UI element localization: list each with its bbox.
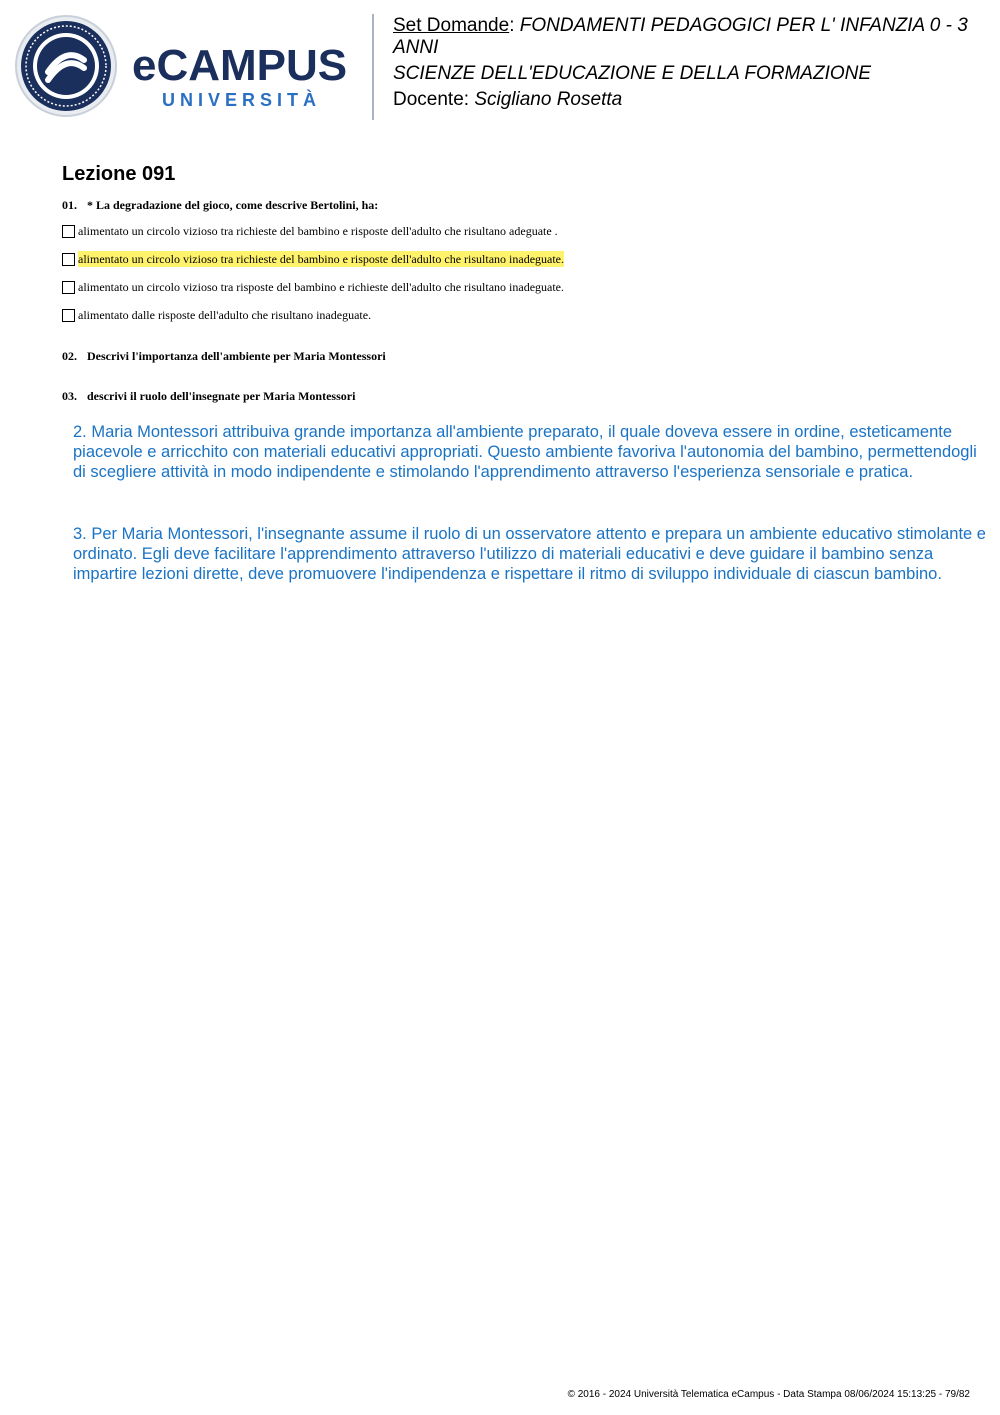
option-1[interactable]	[62, 223, 558, 239]
svg-text:UNIVERSITÀ: UNIVERSITÀ	[162, 90, 322, 110]
footer: © 2016 - 2024 Università Telematica eCampus - Data Stampa 08/06/2024 15:13:25 - 79/82	[567, 1389, 970, 1400]
option-3[interactable]	[62, 279, 564, 295]
docente-name: Scigliano Rosetta	[474, 89, 623, 110]
header-divider	[372, 14, 374, 120]
set-label: Set Domande	[393, 15, 510, 36]
option-checkbox[interactable]	[62, 309, 75, 322]
option-text: alimentato dalle risposte dell'adulto che risultano inadeguate.	[78, 308, 372, 322]
question-number: 03.	[62, 389, 77, 403]
question-number: 02.	[62, 349, 77, 363]
lesson-title: Lezione 091	[62, 163, 176, 185]
set-title-row: Set Domande: FONDAMENTI PEDAGOGICI PER L' INFANZIA 0 - 3 ANNI	[393, 15, 968, 58]
question-01	[62, 198, 378, 213]
svg-text:eCAMPUS: eCAMPUS	[132, 41, 348, 90]
option-checkbox[interactable]	[62, 253, 75, 266]
option-text: alimentato un circolo vizioso tra risposte del bambino e richieste dell'adulto che risultano inadeguate.	[78, 280, 565, 294]
question-03	[62, 389, 355, 404]
question-text: * La degradazione del gioco, come descrive Bertolini, ha:	[87, 198, 379, 212]
option-checkbox[interactable]	[62, 225, 75, 238]
answer-3: 3. Per Maria Montessori, l'insegnante assume il ruolo di un osservatore attento e prepara un ambiente educativo stimolante e ordinato. Egli deve facilitare l'apprendimento attraverso l'utilizzo di materiali educativi e deve guidare il bambino senza impartire lezioni dirette, deve promuovere l'indipendenza e rispettare il ritmo di sviluppo individuale di ciascun bambino.	[73, 525, 986, 583]
question-number: 01.	[62, 198, 77, 212]
question-text: Descrivi l'importanza dell'ambiente per Maria Montessori	[87, 349, 386, 363]
question-02	[62, 349, 386, 364]
option-text: alimentato un circolo vizioso tra richieste del bambino e risposte dell'adulto che risultano adeguate .	[78, 224, 558, 238]
set-title: FONDAMENTI PEDAGOGICI PER L' INFANZIA 0 - 3 ANNI	[393, 15, 968, 58]
course-name: SCIENZE DELL'EDUCAZIONE E DELLA FORMAZIONE	[393, 63, 872, 84]
option-4[interactable]	[62, 307, 371, 323]
option-checkbox[interactable]	[62, 281, 75, 294]
docente-row	[393, 89, 993, 111]
option-text-highlighted: alimentato un circolo vizioso tra richieste del bambino e risposte dell'adulto che risultano inadeguate.	[78, 252, 565, 266]
option-2[interactable]	[62, 251, 564, 267]
docente-label: Docente:	[393, 89, 470, 110]
question-text: descrivi il ruolo dell'insegnate per Maria Montessori	[87, 389, 356, 403]
ecampus-logo	[14, 14, 359, 118]
header-info	[393, 15, 993, 111]
answer-2: 2. Maria Montessori attribuiva grande importanza all'ambiente preparato, il quale doveva essere in ordine, esteticamente piacevole e arricchito con materiali educativi appropriati. Questo ambiente favoriva l'autonomia del bambino, permettendogli di scegliere attività in modo indipendente e stimolando l'apprendimento attraverso l'esperienza sensoriale e pratica.	[73, 423, 977, 481]
